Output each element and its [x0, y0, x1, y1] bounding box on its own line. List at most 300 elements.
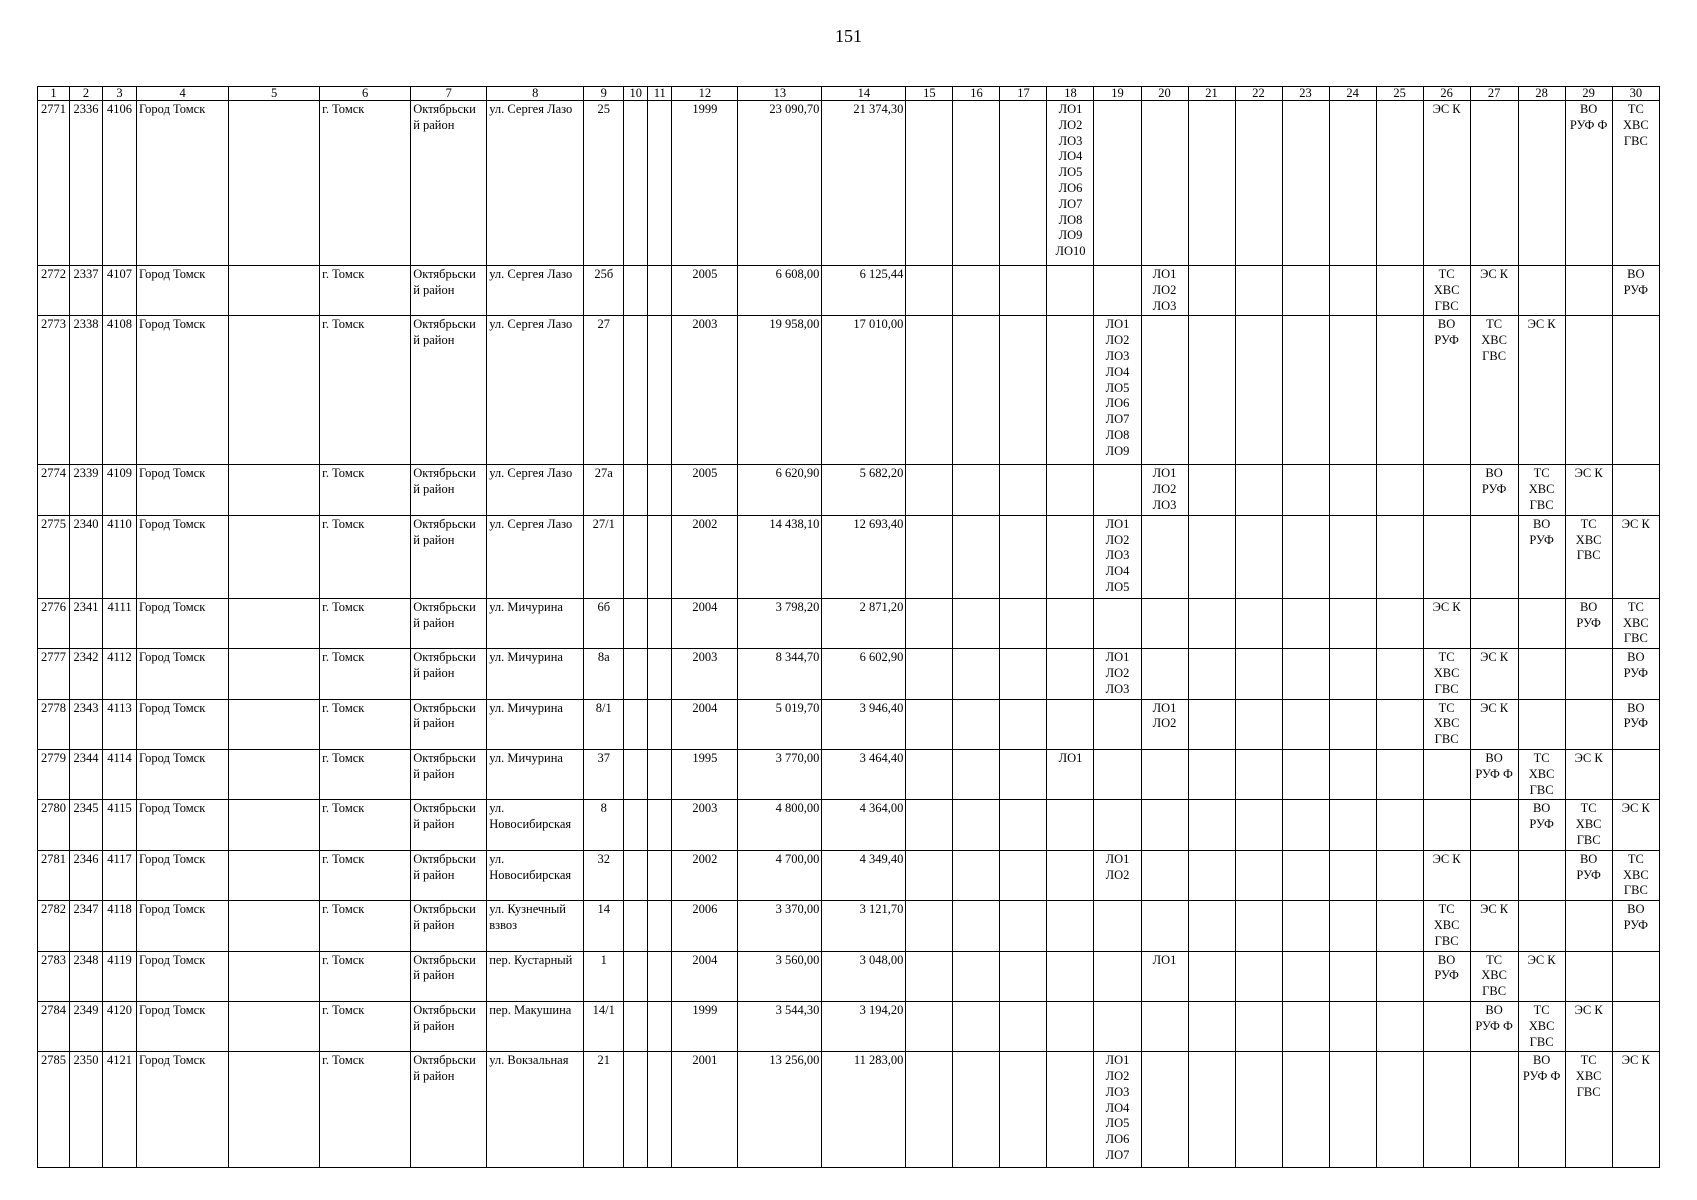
cell-col-10: [624, 1052, 648, 1168]
cell-col-20: [1141, 901, 1188, 951]
cell-col-24: [1329, 266, 1376, 316]
cell-col-13: 8 344,70: [738, 649, 822, 699]
cell-col-15: [906, 901, 953, 951]
cell-col-6: г. Томск: [320, 800, 411, 850]
cell-col-17: [1000, 901, 1047, 951]
cell-col-20: ЛО1 ЛО2: [1141, 699, 1188, 749]
cell-col-7: Октябрьски й район: [411, 266, 487, 316]
cell-col-15: [906, 699, 953, 749]
cell-col-16: [953, 699, 1000, 749]
cell-col-15: [906, 1052, 953, 1168]
cell-col-29: ВО РУФ: [1565, 598, 1612, 648]
cell-col-2: 2349: [70, 1001, 103, 1051]
cell-col-22: [1235, 951, 1282, 1001]
cell-col-24: [1329, 850, 1376, 900]
cell-col-29: ТС ХВС ГВС: [1565, 1052, 1612, 1168]
cell-col-19: [1094, 901, 1141, 951]
cell-col-18: [1047, 266, 1094, 316]
cell-col-29: [1565, 951, 1612, 1001]
cell-col-14: 3 048,00: [822, 951, 906, 1001]
cell-col-5: [229, 699, 320, 749]
cell-col-9: 27а: [584, 465, 624, 515]
cell-col-8: ул. Вокзальная: [487, 1052, 584, 1168]
cell-col-2: 2341: [70, 598, 103, 648]
cell-col-11: [648, 316, 672, 465]
cell-col-27: ЭС К: [1470, 266, 1518, 316]
table-row: [38, 515, 1660, 598]
cell-col-4: Город Томск: [137, 515, 229, 598]
cell-col-6: г. Томск: [320, 749, 411, 799]
cell-col-17: [1000, 266, 1047, 316]
cell-col-17: [1000, 699, 1047, 749]
cell-col-17: [1000, 951, 1047, 1001]
cell-col-6: г. Томск: [320, 465, 411, 515]
column-header-14: 14: [822, 87, 906, 101]
cell-col-18: [1047, 901, 1094, 951]
cell-col-28: [1518, 598, 1565, 648]
cell-col-4: Город Томск: [137, 649, 229, 699]
cell-col-12: 2002: [672, 850, 738, 900]
cell-col-18: [1047, 699, 1094, 749]
cell-col-4: Город Томск: [137, 465, 229, 515]
cell-col-16: [953, 515, 1000, 598]
cell-col-16: [953, 266, 1000, 316]
cell-col-2: 2346: [70, 850, 103, 900]
cell-col-15: [906, 598, 953, 648]
cell-col-6: г. Томск: [320, 1001, 411, 1051]
cell-col-11: [648, 649, 672, 699]
cell-col-21: [1188, 101, 1235, 266]
cell-col-13: 4 800,00: [738, 800, 822, 850]
cell-col-16: [953, 850, 1000, 900]
cell-col-2: 2343: [70, 699, 103, 749]
cell-col-7: Октябрьски й район: [411, 515, 487, 598]
cell-col-30: ВО РУФ: [1612, 649, 1659, 699]
cell-col-28: ВО РУФ Ф: [1518, 1052, 1565, 1168]
cell-col-25: [1376, 316, 1423, 465]
cell-col-4: Город Томск: [137, 101, 229, 266]
cell-col-21: [1188, 598, 1235, 648]
cell-col-28: ЭС К: [1518, 951, 1565, 1001]
cell-col-9: 25: [584, 101, 624, 266]
cell-col-26: [1423, 800, 1470, 850]
cell-col-1: 2777: [38, 649, 70, 699]
cell-col-9: 8а: [584, 649, 624, 699]
cell-col-26: ТС ХВС ГВС: [1423, 266, 1470, 316]
cell-col-30: ВО РУФ: [1612, 699, 1659, 749]
cell-col-3: 4121: [103, 1052, 137, 1168]
cell-col-9: 37: [584, 749, 624, 799]
cell-col-24: [1329, 598, 1376, 648]
cell-col-10: [624, 598, 648, 648]
column-header-13: 13: [738, 87, 822, 101]
cell-col-20: [1141, 515, 1188, 598]
column-header-2: 2: [70, 87, 103, 101]
cell-col-14: 3 194,20: [822, 1001, 906, 1051]
cell-col-23: [1282, 316, 1329, 465]
column-header-21: 21: [1188, 87, 1235, 101]
cell-col-21: [1188, 901, 1235, 951]
cell-col-20: [1141, 649, 1188, 699]
column-header-6: 6: [320, 87, 411, 101]
cell-col-11: [648, 266, 672, 316]
cell-col-19: ЛО1 ЛО2 ЛО3 ЛО4 ЛО5 ЛО6 ЛО7: [1094, 1052, 1141, 1168]
cell-col-14: 3 464,40: [822, 749, 906, 799]
cell-col-1: 2775: [38, 515, 70, 598]
cell-col-5: [229, 850, 320, 900]
cell-col-6: г. Томск: [320, 951, 411, 1001]
cell-col-20: ЛО1 ЛО2 ЛО3: [1141, 266, 1188, 316]
cell-col-22: [1235, 515, 1282, 598]
cell-col-29: ЭС К: [1565, 749, 1612, 799]
cell-col-15: [906, 1001, 953, 1051]
cell-col-28: ТС ХВС ГВС: [1518, 465, 1565, 515]
cell-col-9: 8/1: [584, 699, 624, 749]
cell-col-22: [1235, 699, 1282, 749]
cell-col-15: [906, 800, 953, 850]
cell-col-3: 4114: [103, 749, 137, 799]
cell-col-10: [624, 749, 648, 799]
cell-col-18: [1047, 800, 1094, 850]
cell-col-12: 2006: [672, 901, 738, 951]
table-row: [38, 598, 1660, 648]
cell-col-22: [1235, 649, 1282, 699]
cell-col-5: [229, 749, 320, 799]
cell-col-18: [1047, 598, 1094, 648]
cell-col-30: ЭС К: [1612, 1052, 1659, 1168]
cell-col-23: [1282, 515, 1329, 598]
cell-col-3: 4111: [103, 598, 137, 648]
column-header-9: 9: [584, 87, 624, 101]
cell-col-19: ЛО1 ЛО2: [1094, 850, 1141, 900]
cell-col-16: [953, 749, 1000, 799]
cell-col-15: [906, 850, 953, 900]
cell-col-12: 2003: [672, 316, 738, 465]
cell-col-16: [953, 951, 1000, 1001]
cell-col-19: [1094, 266, 1141, 316]
cell-col-11: [648, 101, 672, 266]
cell-col-3: 4106: [103, 101, 137, 266]
cell-col-12: 2001: [672, 1052, 738, 1168]
cell-col-9: 27: [584, 316, 624, 465]
cell-col-29: ЭС К: [1565, 465, 1612, 515]
cell-col-21: [1188, 316, 1235, 465]
column-header-26: 26: [1423, 87, 1470, 101]
cell-col-22: [1235, 749, 1282, 799]
cell-col-13: 6 620,90: [738, 465, 822, 515]
cell-col-1: 2774: [38, 465, 70, 515]
cell-col-24: [1329, 316, 1376, 465]
cell-col-12: 2005: [672, 465, 738, 515]
cell-col-2: 2342: [70, 649, 103, 699]
cell-col-19: [1094, 699, 1141, 749]
cell-col-27: [1470, 515, 1518, 598]
cell-col-23: [1282, 951, 1329, 1001]
cell-col-18: [1047, 515, 1094, 598]
cell-col-5: [229, 1001, 320, 1051]
cell-col-10: [624, 515, 648, 598]
cell-col-2: 2350: [70, 1052, 103, 1168]
cell-col-23: [1282, 266, 1329, 316]
cell-col-12: 1999: [672, 1001, 738, 1051]
cell-col-26: [1423, 1052, 1470, 1168]
column-header-17: 17: [1000, 87, 1047, 101]
cell-col-22: [1235, 1052, 1282, 1168]
cell-col-2: 2348: [70, 951, 103, 1001]
cell-col-7: Октябрьски й район: [411, 699, 487, 749]
cell-col-17: [1000, 515, 1047, 598]
cell-col-21: [1188, 699, 1235, 749]
cell-col-30: ЭС К: [1612, 515, 1659, 598]
cell-col-25: [1376, 649, 1423, 699]
column-header-22: 22: [1235, 87, 1282, 101]
cell-col-6: г. Томск: [320, 316, 411, 465]
cell-col-14: 6 125,44: [822, 266, 906, 316]
cell-col-26: [1423, 515, 1470, 598]
cell-col-7: Октябрьски й район: [411, 649, 487, 699]
cell-col-29: [1565, 316, 1612, 465]
cell-col-2: 2338: [70, 316, 103, 465]
cell-col-4: Город Томск: [137, 1052, 229, 1168]
cell-col-12: 2005: [672, 266, 738, 316]
cell-col-24: [1329, 901, 1376, 951]
cell-col-19: [1094, 1001, 1141, 1051]
cell-col-19: [1094, 598, 1141, 648]
cell-col-18: ЛО1 ЛО2 ЛО3 ЛО4 ЛО5 ЛО6 ЛО7 ЛО8 ЛО9 ЛО10: [1047, 101, 1094, 266]
cell-col-4: Город Томск: [137, 850, 229, 900]
cell-col-23: [1282, 699, 1329, 749]
cell-col-16: [953, 316, 1000, 465]
cell-col-2: 2339: [70, 465, 103, 515]
cell-col-26: ВО РУФ: [1423, 316, 1470, 465]
cell-col-23: [1282, 101, 1329, 266]
cell-col-1: 2778: [38, 699, 70, 749]
cell-col-7: Октябрьски й район: [411, 465, 487, 515]
cell-col-22: [1235, 800, 1282, 850]
cell-col-7: Октябрьски й район: [411, 1052, 487, 1168]
cell-col-6: г. Томск: [320, 901, 411, 951]
cell-col-5: [229, 316, 320, 465]
cell-col-16: [953, 649, 1000, 699]
cell-col-11: [648, 699, 672, 749]
cell-col-8: ул. Мичурина: [487, 649, 584, 699]
cell-col-28: ВО РУФ: [1518, 800, 1565, 850]
cell-col-1: 2781: [38, 850, 70, 900]
cell-col-10: [624, 850, 648, 900]
cell-col-1: 2780: [38, 800, 70, 850]
cell-col-24: [1329, 101, 1376, 266]
cell-col-17: [1000, 465, 1047, 515]
cell-col-20: [1141, 316, 1188, 465]
cell-col-24: [1329, 800, 1376, 850]
table-row: [38, 1052, 1660, 1168]
cell-col-20: [1141, 749, 1188, 799]
cell-col-28: ТС ХВС ГВС: [1518, 749, 1565, 799]
cell-col-11: [648, 850, 672, 900]
cell-col-14: 3 121,70: [822, 901, 906, 951]
cell-col-25: [1376, 901, 1423, 951]
cell-col-7: Октябрьски й район: [411, 800, 487, 850]
cell-col-13: 3 560,00: [738, 951, 822, 1001]
cell-col-27: [1470, 850, 1518, 900]
cell-col-20: [1141, 101, 1188, 266]
cell-col-24: [1329, 465, 1376, 515]
cell-col-2: 2336: [70, 101, 103, 266]
cell-col-19: [1094, 101, 1141, 266]
cell-col-15: [906, 465, 953, 515]
cell-col-29: ВО РУФ Ф: [1565, 101, 1612, 266]
cell-col-26: ЭС К: [1423, 598, 1470, 648]
cell-col-24: [1329, 1001, 1376, 1051]
column-header-8: 8: [487, 87, 584, 101]
cell-col-23: [1282, 598, 1329, 648]
cell-col-27: [1470, 800, 1518, 850]
cell-col-6: г. Томск: [320, 699, 411, 749]
cell-col-25: [1376, 1001, 1423, 1051]
cell-col-28: [1518, 850, 1565, 900]
cell-col-26: ЭС К: [1423, 101, 1470, 266]
cell-col-25: [1376, 598, 1423, 648]
cell-col-11: [648, 465, 672, 515]
cell-col-6: г. Томск: [320, 266, 411, 316]
cell-col-4: Город Томск: [137, 1001, 229, 1051]
cell-col-26: [1423, 465, 1470, 515]
cell-col-18: [1047, 1052, 1094, 1168]
cell-col-15: [906, 515, 953, 598]
cell-col-13: 5 019,70: [738, 699, 822, 749]
cell-col-30: [1612, 951, 1659, 1001]
cell-col-5: [229, 515, 320, 598]
cell-col-27: ЭС К: [1470, 901, 1518, 951]
cell-col-21: [1188, 1052, 1235, 1168]
cell-col-24: [1329, 515, 1376, 598]
cell-col-20: [1141, 598, 1188, 648]
column-header-1: 1: [38, 87, 70, 101]
cell-col-22: [1235, 101, 1282, 266]
cell-col-9: 1: [584, 951, 624, 1001]
cell-col-4: Город Томск: [137, 266, 229, 316]
cell-col-23: [1282, 649, 1329, 699]
table-row: [38, 699, 1660, 749]
cell-col-14: 5 682,20: [822, 465, 906, 515]
cell-col-5: [229, 266, 320, 316]
cell-col-2: 2347: [70, 901, 103, 951]
cell-col-27: [1470, 1052, 1518, 1168]
cell-col-21: [1188, 649, 1235, 699]
cell-col-8: ул. Сергея Лазо: [487, 515, 584, 598]
cell-col-29: [1565, 901, 1612, 951]
cell-col-7: Октябрьски й район: [411, 749, 487, 799]
cell-col-14: 3 946,40: [822, 699, 906, 749]
cell-col-24: [1329, 951, 1376, 1001]
cell-col-6: г. Томск: [320, 1052, 411, 1168]
cell-col-23: [1282, 1001, 1329, 1051]
cell-col-5: [229, 951, 320, 1001]
cell-col-24: [1329, 699, 1376, 749]
cell-col-8: ул. Сергея Лазо: [487, 465, 584, 515]
column-header-5: 5: [229, 87, 320, 101]
cell-col-1: 2785: [38, 1052, 70, 1168]
cell-col-3: 4117: [103, 850, 137, 900]
cell-col-18: [1047, 465, 1094, 515]
cell-col-14: 11 283,00: [822, 1052, 906, 1168]
cell-col-25: [1376, 850, 1423, 900]
cell-col-22: [1235, 266, 1282, 316]
column-header-24: 24: [1329, 87, 1376, 101]
cell-col-29: [1565, 699, 1612, 749]
cell-col-14: 4 364,00: [822, 800, 906, 850]
cell-col-30: [1612, 749, 1659, 799]
cell-col-3: 4118: [103, 901, 137, 951]
cell-col-19: [1094, 951, 1141, 1001]
cell-col-25: [1376, 266, 1423, 316]
cell-col-10: [624, 1001, 648, 1051]
cell-col-24: [1329, 1052, 1376, 1168]
cell-col-9: 32: [584, 850, 624, 900]
cell-col-21: [1188, 1001, 1235, 1051]
cell-col-12: 2003: [672, 800, 738, 850]
cell-col-17: [1000, 316, 1047, 465]
cell-col-27: ТС ХВС ГВС: [1470, 951, 1518, 1001]
cell-col-1: 2779: [38, 749, 70, 799]
cell-col-16: [953, 101, 1000, 266]
column-header-4: 4: [137, 87, 229, 101]
cell-col-11: [648, 800, 672, 850]
cell-col-5: [229, 101, 320, 266]
cell-col-24: [1329, 749, 1376, 799]
cell-col-9: 21: [584, 1052, 624, 1168]
cell-col-16: [953, 598, 1000, 648]
cell-col-22: [1235, 850, 1282, 900]
cell-col-5: [229, 465, 320, 515]
column-header-10: 10: [624, 87, 648, 101]
cell-col-4: Город Томск: [137, 800, 229, 850]
cell-col-25: [1376, 699, 1423, 749]
cell-col-4: Город Томск: [137, 951, 229, 1001]
cell-col-8: ул. Сергея Лазо: [487, 266, 584, 316]
cell-col-28: [1518, 699, 1565, 749]
cell-col-19: ЛО1 ЛО2 ЛО3 ЛО4 ЛО5: [1094, 515, 1141, 598]
table-row: [38, 951, 1660, 1001]
cell-col-14: 6 602,90: [822, 649, 906, 699]
cell-col-29: ЭС К: [1565, 1001, 1612, 1051]
cell-col-26: [1423, 749, 1470, 799]
cell-col-13: 3 370,00: [738, 901, 822, 951]
cell-col-8: пер. Макушина: [487, 1001, 584, 1051]
cell-col-30: ВО РУФ: [1612, 901, 1659, 951]
cell-col-14: 12 693,40: [822, 515, 906, 598]
cell-col-27: ВО РУФ Ф: [1470, 749, 1518, 799]
cell-col-27: [1470, 101, 1518, 266]
column-header-18: 18: [1047, 87, 1094, 101]
cell-col-12: 2003: [672, 649, 738, 699]
cell-col-26: [1423, 1001, 1470, 1051]
cell-col-9: 25б: [584, 266, 624, 316]
cell-col-15: [906, 951, 953, 1001]
cell-col-19: [1094, 800, 1141, 850]
cell-col-26: ТС ХВС ГВС: [1423, 699, 1470, 749]
cell-col-17: [1000, 598, 1047, 648]
cell-col-25: [1376, 749, 1423, 799]
cell-col-30: ТС ХВС ГВС: [1612, 101, 1659, 266]
column-header-16: 16: [953, 87, 1000, 101]
cell-col-30: ТС ХВС ГВС: [1612, 850, 1659, 900]
cell-col-14: 17 010,00: [822, 316, 906, 465]
cell-col-29: [1565, 649, 1612, 699]
column-header-3: 3: [103, 87, 137, 101]
housing-registry-table: [37, 86, 1660, 1168]
cell-col-29: ТС ХВС ГВС: [1565, 800, 1612, 850]
